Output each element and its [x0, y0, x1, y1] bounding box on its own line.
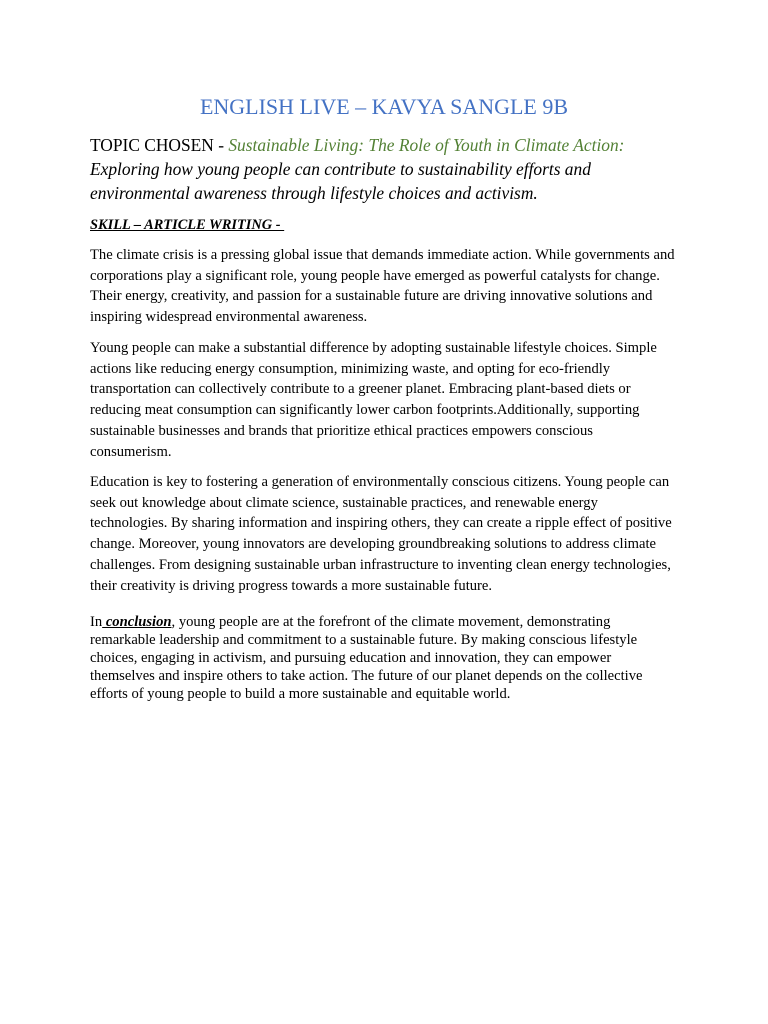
topic-label: TOPIC CHOSEN -	[90, 135, 229, 155]
conclusion-keyword: conclusion	[102, 614, 172, 630]
topic-block	[90, 133, 680, 205]
skill-heading: SKILL – ARTICLE WRITING -	[90, 217, 285, 233]
topic-colon: :	[618, 135, 625, 155]
conclusion-text: , young people are at the forefront of the climate movement, demonstrating remarkable leadership and commitment to a sustainable future. By making conscious lifestyle choices, engaging in activism, and pursuing education and innovation, they can empower themselves and inspire others to take action. The future of our planet depends on the collective efforts of young people to build a more sustainable and equitable world.	[90, 614, 643, 702]
paragraph-education: Education is key to fostering a generation of environmentally conscious citizens. Young people can seek out knowledge about climate science, sustainable practices, and renewable energy technologies. By sharing information and inspiring others, they can create a ripple effect of positive change. Moreover, young innovators are developing groundbreaking solutions to address climate challenges. From designing sustainable urban infrastructure to inventing clean energy technologies, their creativity is driving progress towards a more sustainable future.	[90, 474, 672, 594]
paragraph-conclusion	[90, 613, 678, 703]
paragraph-intro: The climate crisis is a pressing global issue that demands immediate action. While governments and corporations play a significant role, young people have emerged as powerful catalysts for change. Their energy, creativity, and passion for a sustainable future are driving innovative solutions and inspiring widespread environmental awareness.	[90, 247, 675, 326]
paragraph-lifestyle: Young people can make a substantial difference by adopting sustainable lifestyle choices. Simple actions like reducing energy consumption, minimizing waste, and opting for eco-friendly transportation can collectively contribute to a greener planet. Embracing plant-based diets or reducing meat consumption can significantly lower carbon footprints.Additionally, supporting sustainable businesses and brands that prioritize ethical practices empowers conscious consumerism.	[90, 340, 657, 460]
topic-name: Sustainable Living: The Role of Youth in Climate Action	[228, 135, 619, 155]
document-title: ENGLISH LIVE – KAVYA SANGLE 9B	[199, 94, 569, 119]
conclusion-lead: In	[90, 614, 103, 630]
topic-description: Exploring how young people can contribute to sustainability efforts and environmental awareness through lifestyle choices and activism.	[90, 159, 591, 203]
